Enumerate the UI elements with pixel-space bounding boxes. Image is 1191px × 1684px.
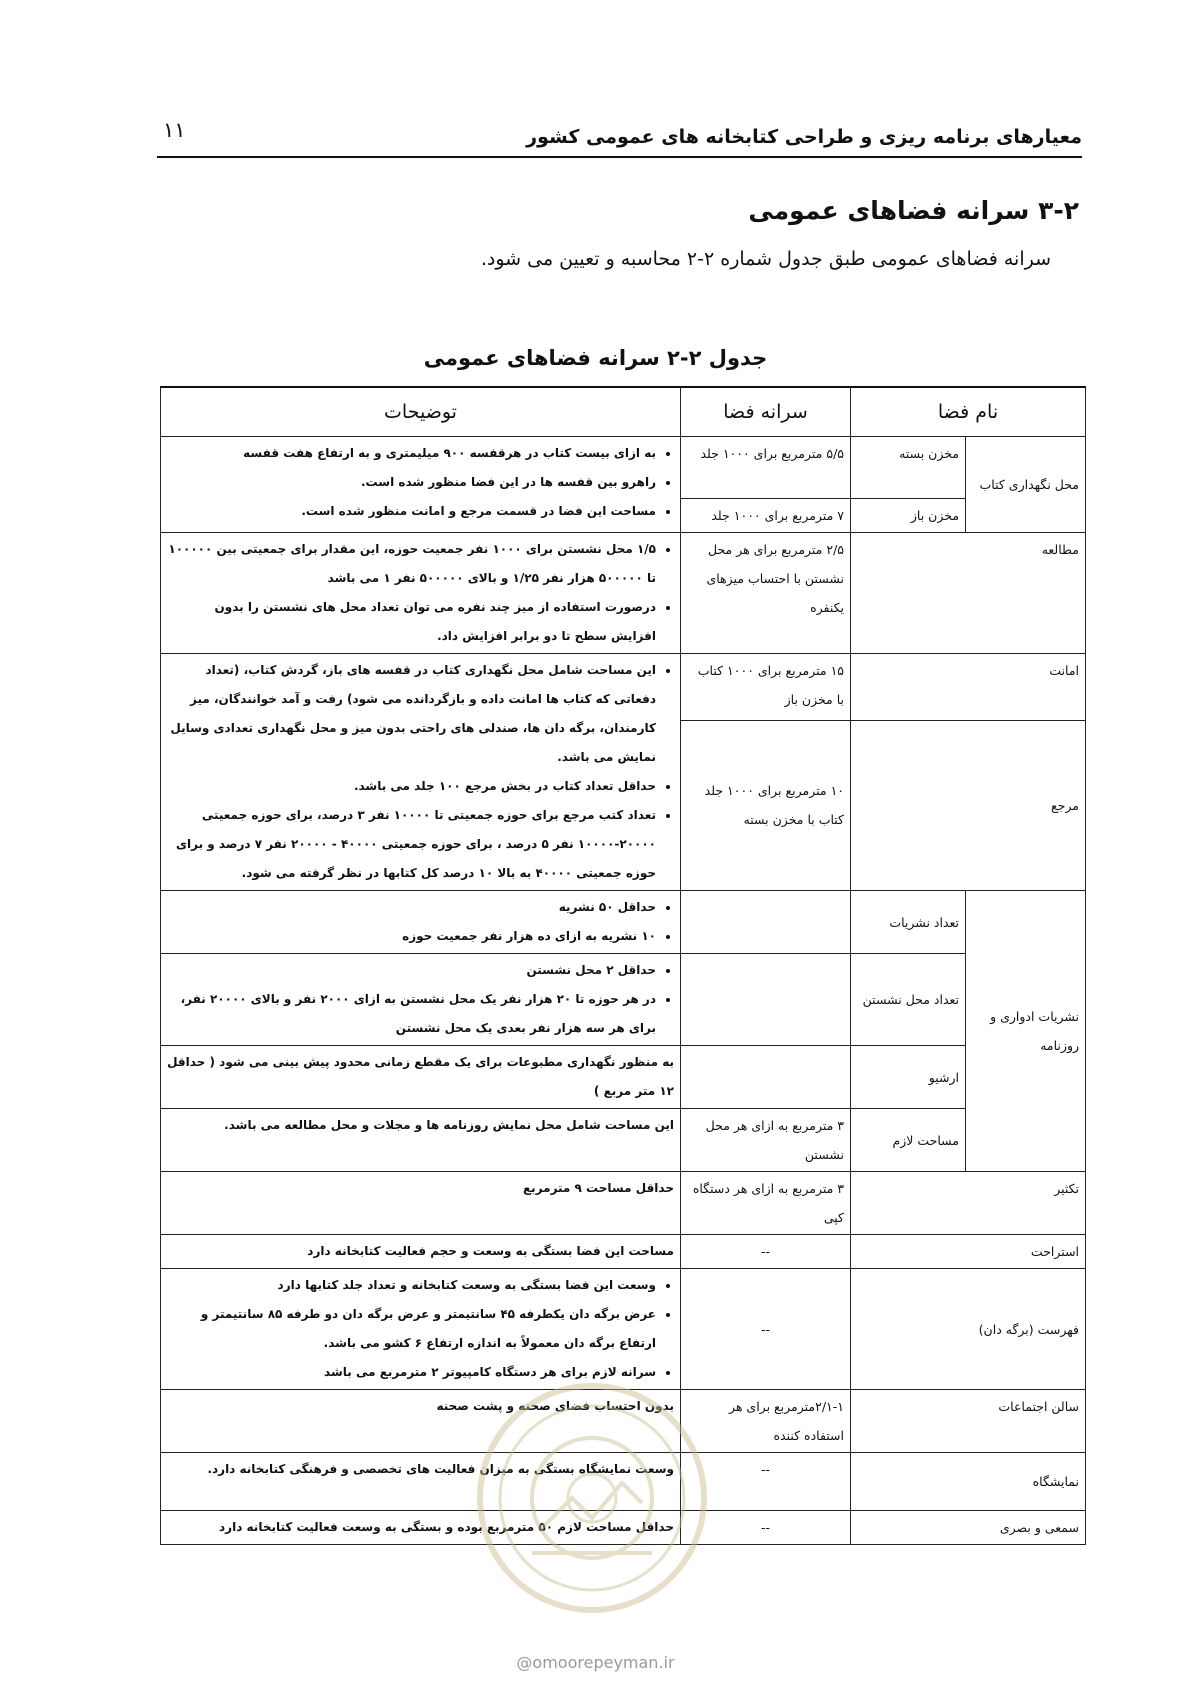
- space-subname: مساحت لازم: [851, 1109, 966, 1172]
- space-capita: ۲/۱-۱مترمربع برای هر استفاده کننده: [681, 1390, 851, 1453]
- space-name: نشریات ادواری و روزنامه: [966, 891, 1086, 1172]
- space-capita: [681, 954, 851, 1046]
- desc-item: • سرانه لازم برای هر دستگاه کامپیوتر ۲ مترمربع می باشد: [167, 1358, 656, 1387]
- desc-item: • حداقل تعداد کتاب در بخش مرجع ۱۰۰ جلد می باشد.: [167, 772, 656, 801]
- space-capita: ۳ مترمربع به ازای هر محل نشستن: [681, 1109, 851, 1172]
- space-capita: ۲/۵ مترمربع برای هر محل نشستن با احتساب میزهای یکنفره: [681, 533, 851, 654]
- desc-item: • حداقل ۵۰ نشریه: [167, 893, 656, 922]
- space-desc: این مساحت شامل محل نمایش روزنامه ها و مجلات و محل مطالعه می باشد.: [161, 1109, 681, 1172]
- table-row: [161, 891, 1086, 954]
- space-name: امانت: [851, 654, 1086, 721]
- space-capita: --: [681, 1269, 851, 1390]
- desc-item: • این مساحت شامل محل نگهداری کتاب در قفسه های باز، گردش کتاب، (تعداد دفعاتی که کتاب ها امانت داده و بازگردانده می شود) رفت و آمد خوانندگان، میز کارمندان، برگه دان ها، صندلی های راحتی بدون میز و محل نگهداری تعدادی وسایل نمایش می باشد.: [167, 656, 656, 772]
- space-desc: حداقل مساحت ۹ مترمربع: [161, 1172, 681, 1235]
- space-capita: --: [681, 1235, 851, 1269]
- desc-item: • حداقل ۲ محل نشستن: [167, 956, 656, 985]
- seal-watermark-icon: [472, 1378, 712, 1618]
- space-name: سالن اجتماعات: [851, 1390, 1086, 1453]
- space-capita: ۱۵ مترمربع برای ۱۰۰۰ کتاب با مخزن باز: [681, 654, 851, 721]
- space-name: تکثیر: [851, 1172, 1086, 1235]
- space-desc: [161, 654, 681, 891]
- space-name: نمایشگاه: [851, 1453, 1086, 1511]
- intro-text: سرانه فضاهای عمومی طبق جدول شماره ۲-۲ محاسبه و تعیین می شود.: [480, 248, 1051, 270]
- table-row: [161, 1269, 1086, 1390]
- table-header-row: [161, 387, 1086, 437]
- space-name: استراحت: [851, 1235, 1086, 1269]
- space-name: مرجع: [851, 720, 1086, 890]
- desc-item: • عرض برگه دان یکطرفه ۴۵ سانتیمتر و عرض برگه دان دو طرفه ۸۵ سانتیمتر و ارتفاع برگه دان معمولاً به اندازه ارتفاع ۶ کشو می باشد.: [167, 1300, 656, 1358]
- page-header: [157, 112, 1082, 158]
- space-desc: وسعت نمایشگاه بستگی به میزان فعالیت های تخصصی و فرهنگی کتابخانه دارد.: [161, 1453, 681, 1511]
- space-desc: مساحت این فضا بستگی به وسعت و حجم فعالیت کتابخانه دارد: [161, 1235, 681, 1269]
- space-subname: مخزن باز: [851, 499, 966, 533]
- table-row: [161, 437, 1086, 499]
- table-row: [161, 1046, 1086, 1109]
- space-desc: [161, 954, 681, 1046]
- space-desc: حداقل مساحت لازم ۵۰ مترمربع بوده و بستگی به وسعت فعالیت کتابخانه دارد: [161, 1511, 681, 1545]
- space-capita: [681, 891, 851, 954]
- space-name: فهرست (برگه دان): [851, 1269, 1086, 1390]
- space-desc: [161, 533, 681, 654]
- table-row: [161, 1172, 1086, 1235]
- desc-item: • وسعت این فضا بستگی به وسعت کتابخانه و تعداد جلد کتابها دارد: [167, 1271, 656, 1300]
- header-name: نام فضا: [851, 387, 1086, 437]
- space-capita: --: [681, 1453, 851, 1511]
- space-desc: [161, 1269, 681, 1390]
- space-name: محل نگهداری کتاب: [966, 437, 1086, 533]
- space-name: مطالعه: [851, 533, 1086, 654]
- header-desc: توضیحات: [161, 387, 681, 437]
- desc-item: • به ازای بیست کتاب در هرقفسه ۹۰۰ میلیمتری و به ارتفاع هفت قفسه: [167, 439, 656, 468]
- space-capita: --: [681, 1511, 851, 1545]
- space-desc: [161, 437, 681, 533]
- space-subname: تعداد محل نشستن: [851, 954, 966, 1046]
- table-caption: جدول ۲-۲ سرانه فضاهای عمومی: [423, 346, 768, 370]
- space-desc: [161, 891, 681, 954]
- desc-item: • ۱۰ نشریه به ازای ده هزار نفر جمعیت حوزه: [167, 922, 656, 951]
- table-row: [161, 1109, 1086, 1172]
- space-subname: مخزن بسته: [851, 437, 966, 499]
- book-title: معیارهای برنامه ریزی و طراحی کتابخانه های عمومی کشور: [526, 126, 1082, 148]
- space-name: سمعی و بصری: [851, 1511, 1086, 1545]
- space-desc: بدون احتساب فضای صحنه و پشت صحنه: [161, 1390, 681, 1453]
- desc-item: • درصورت استفاده از میز چند نفره می توان تعداد محل های نشستن را بدون افزایش سطح تا دو برابر افزایش داد.: [167, 593, 656, 651]
- space-capita: [681, 1046, 851, 1109]
- space-subname: ارشیو: [851, 1046, 966, 1109]
- desc-item: • مساحت این فضا در قسمت مرجع و امانت منظور شده است.: [167, 497, 656, 526]
- space-desc: به منظور نگهداری مطبوعات برای یک مقطع زمانی محدود پیش بینی می شود ( حداقل ۱۲ متر مربع ): [161, 1046, 681, 1109]
- table-row: [161, 654, 1086, 721]
- space-subname: تعداد نشریات: [851, 891, 966, 954]
- desc-item: • راهرو بین قفسه ها در این فضا منظور شده است.: [167, 468, 656, 497]
- space-capita: ۷ مترمربع برای ۱۰۰۰ جلد: [681, 499, 851, 533]
- table-row: [161, 1235, 1086, 1269]
- table-row: [161, 533, 1086, 654]
- desc-item: • تعداد کتب مرجع برای حوزه جمعیتی تا ۱۰۰۰۰ نفر ۳ درصد، برای حوزه جمعیتی ۲۰۰۰۰-۱۰۰۰۰ نفر ۵ درصد ، برای حوزه جمعیتی ۴۰۰۰۰ - ۲۰۰۰۰ نفر ۷ درصد و برای حوزه جمعیتی ۴۰۰۰۰ به بالا ۱۰ درصد کل کتابها در نظر گرفته می شود.: [167, 801, 656, 888]
- page-number: ۱۱: [163, 118, 186, 142]
- space-capita: ۱۰ مترمربع برای ۱۰۰۰ جلد کتاب با مخزن بسته: [681, 720, 851, 890]
- space-capita: ۵/۵ مترمربع برای ۱۰۰۰ جلد: [681, 437, 851, 499]
- desc-item: • ۱/۵ محل نشستن برای ۱۰۰۰ نفر جمعیت حوزه، این مقدار برای جمعیتی بین ۱۰۰۰۰۰ تا ۵۰۰۰۰۰ هزار نفر ۱/۲۵ و بالای ۵۰۰۰۰۰ نفر ۱ می باشد: [167, 535, 656, 593]
- header-capita: سرانه فضا: [681, 387, 851, 437]
- footer-site: @omoorepeyman.ir: [516, 1653, 675, 1672]
- spaces-table: [160, 386, 1086, 1545]
- table-row: [161, 954, 1086, 1046]
- section-heading: ۳-۲ سرانه فضاهای عمومی: [748, 196, 1079, 225]
- space-capita: ۳ مترمربع به ازای هر دستگاه کپی: [681, 1172, 851, 1235]
- desc-item: • در هر حوزه تا ۲۰ هزار نفر یک محل نشستن به ازای ۲۰۰۰ نفر و بالای ۲۰۰۰۰ نفر، برای هر سه هزار نفر بعدی یک محل نشستن: [167, 985, 656, 1043]
